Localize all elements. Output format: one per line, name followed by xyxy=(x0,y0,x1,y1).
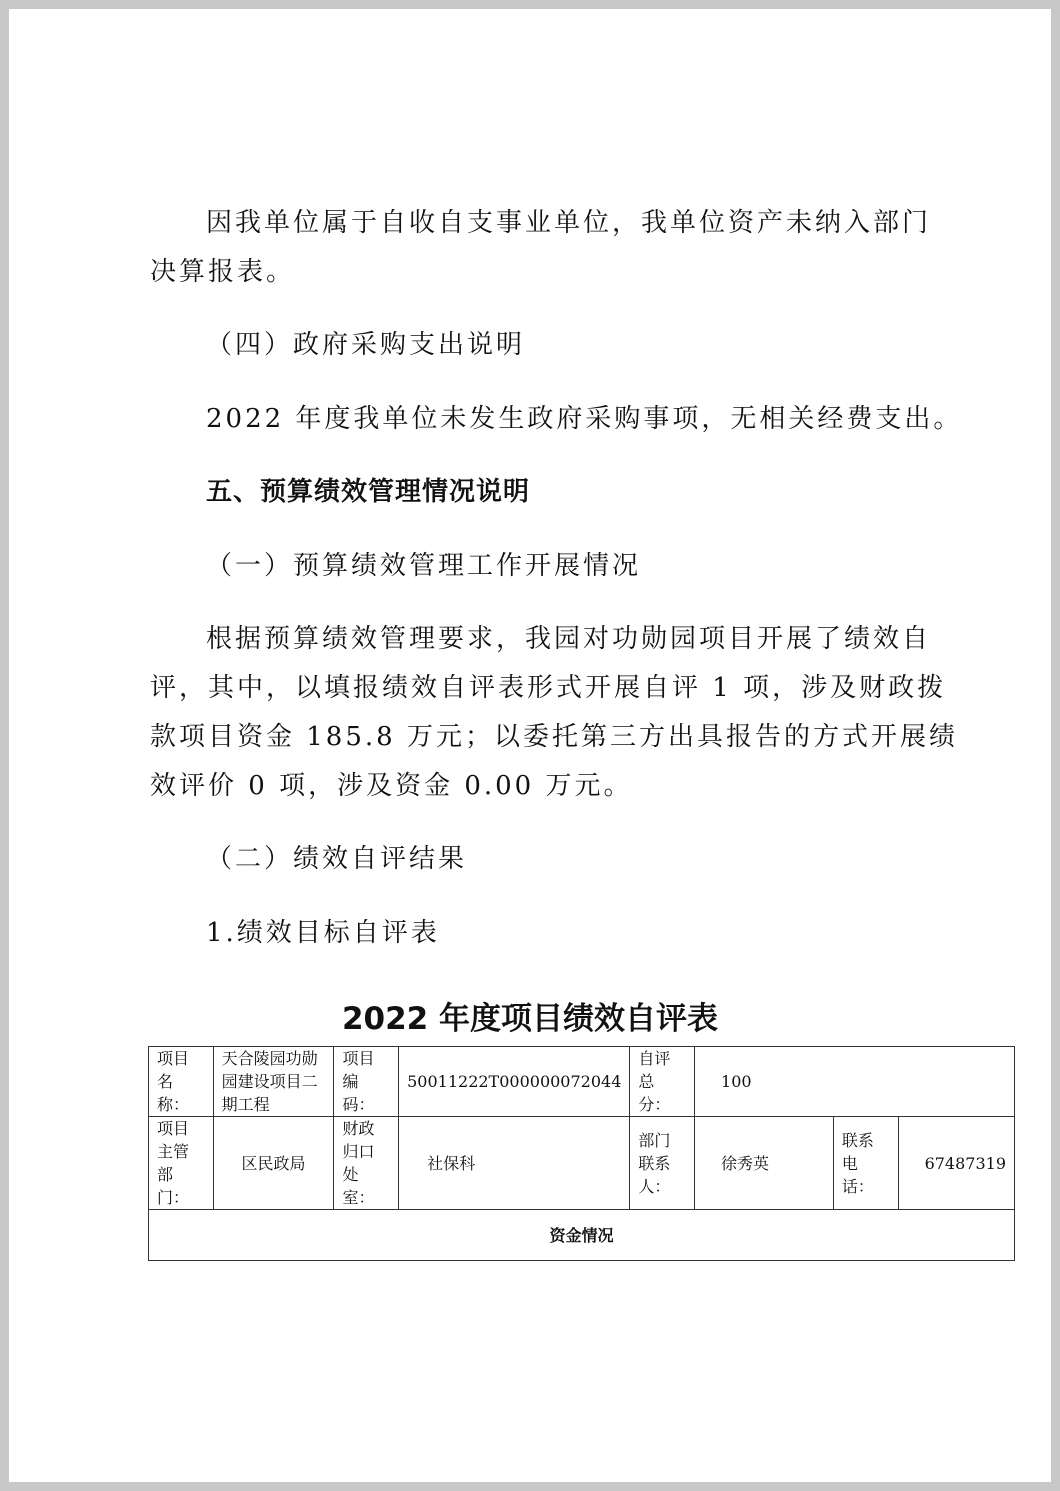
paragraph-assets-line1: 因我单位属于自收自支事业单位，我单位资产未纳入部门 xyxy=(206,208,932,238)
dept-value: 区民政局 xyxy=(213,1117,334,1210)
contact-label: 部门联系人： xyxy=(630,1117,695,1210)
section5-heading: 五、预算绩效管理情况说明 xyxy=(206,477,531,507)
contact-value: 徐秀英 xyxy=(695,1117,834,1210)
project-code-label: 项目编码： xyxy=(334,1047,399,1117)
funds-heading: 资金情况 xyxy=(149,1210,1015,1261)
project-name-value: 天合陵园功勋园建设项目二期工程 xyxy=(213,1047,334,1117)
office-value: 社保科 xyxy=(399,1117,630,1210)
table-row xyxy=(149,1047,1015,1117)
table-title: 2022 年度项目绩效自评表 xyxy=(341,1001,719,1037)
office-label: 财政归口处室： xyxy=(334,1117,399,1210)
table-row xyxy=(149,1210,1015,1261)
document-page xyxy=(9,9,1051,1482)
sub1-line2: 评，其中，以填报绩效自评表形式开展自评 1 项，涉及财政拨 xyxy=(150,673,947,703)
sub1-line4: 效评价 0 项，涉及资金 0.00 万元。 xyxy=(150,771,633,801)
score-label: 自评总分： xyxy=(630,1047,695,1117)
phone-value: 67487319 xyxy=(898,1117,1014,1210)
sub1-line3: 款项目资金 185.8 万元；以委托第三方出具报告的方式开展绩 xyxy=(150,722,958,752)
paragraph-assets-line2: 决算报表。 xyxy=(150,257,296,287)
procurement-text: 2022 年度我单位未发生政府采购事项，无相关经费支出。 xyxy=(206,404,963,434)
sub1-line1: 根据预算绩效管理要求，我园对功勋园项目开展了绩效自 xyxy=(206,624,932,654)
performance-evaluation-table xyxy=(148,1046,1015,1261)
sub2-heading: （二）绩效自评结果 xyxy=(206,844,468,874)
item1-heading: 1.绩效目标自评表 xyxy=(206,918,440,948)
procurement-heading: （四）政府采购支出说明 xyxy=(206,330,526,360)
sub1-heading: （一）预算绩效管理工作开展情况 xyxy=(206,551,642,581)
score-value: 100 xyxy=(695,1047,1015,1117)
project-name-label: 项目名称： xyxy=(149,1047,214,1117)
project-code-value: 50011222T000000072044 xyxy=(399,1047,630,1117)
dept-label: 项目主管部门： xyxy=(149,1117,214,1210)
table-row xyxy=(149,1117,1015,1210)
phone-label: 联系电话： xyxy=(833,1117,898,1210)
